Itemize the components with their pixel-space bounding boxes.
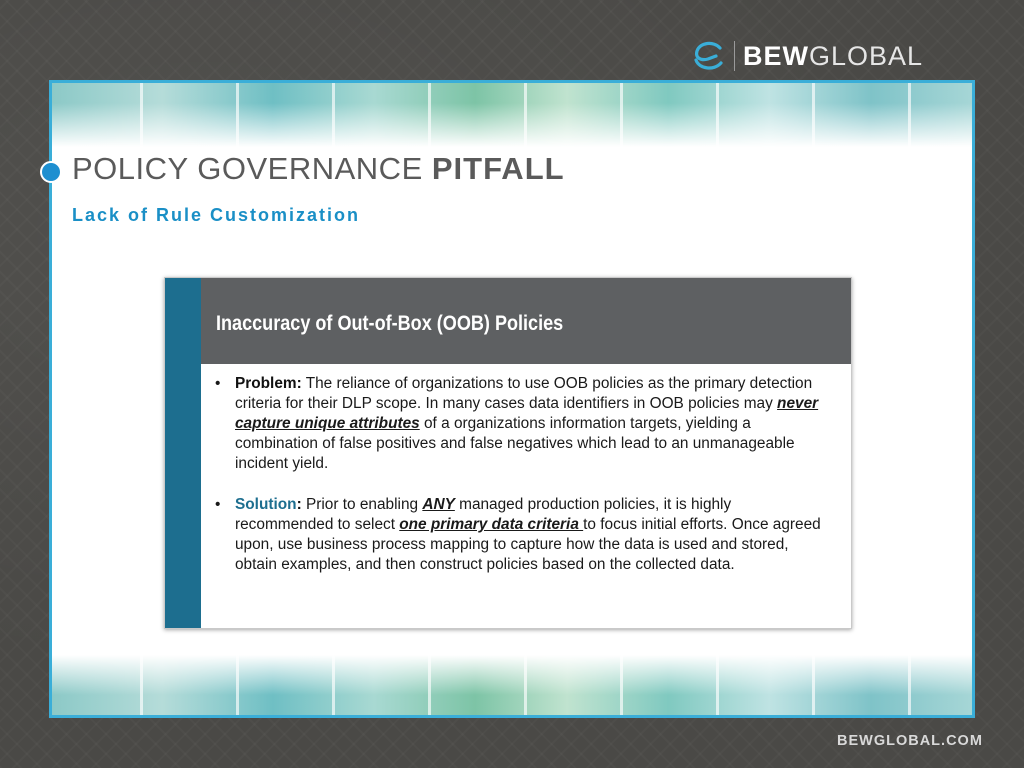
solution-text-2: managed production policies, it is highly recommended to select: [235, 496, 732, 533]
logo-wordmark-bold: BEW: [743, 40, 809, 71]
decorative-band-top: [52, 83, 972, 147]
problem-emphasis: never capture unique attributes: [235, 395, 819, 432]
slide-title: [72, 151, 565, 187]
slide-subtitle: Lack of Rule Customization: [72, 205, 361, 225]
slide-title-bold: PITFALL: [431, 151, 565, 186]
logo-divider: [734, 41, 735, 71]
decorative-band-bottom: [52, 655, 972, 715]
swirl-e-logo-icon: [692, 39, 726, 73]
bullet-item-solution: [215, 495, 829, 575]
problem-text-2: of a organizations information targets, yielding a combination of false positives and false negatives which lead to an unmanageable incident yield.: [235, 415, 795, 472]
solution-emphasis-criteria: one primary data criteria: [399, 516, 584, 533]
solution-text-3: to focus initial efforts. Once agreed upon, use business process mapping to capture how the data is used and stored, obtain examples, and then construct policies based on the collected data.: [235, 516, 821, 573]
card-accent-stripe: [165, 278, 201, 628]
bewglobal-logo: [692, 38, 923, 74]
solution-label: Solution: [235, 496, 297, 513]
content-card: [164, 277, 852, 629]
problem-label: Problem:: [235, 375, 302, 392]
logo-wordmark-light: GLOBAL: [809, 40, 924, 71]
solution-colon: :: [296, 496, 302, 513]
card-body: [215, 374, 829, 575]
solution-text-1: Prior to enabling: [301, 496, 423, 513]
footer-url: BEWGLOBAL.COM: [837, 733, 983, 749]
card-title: Inaccuracy of Out-of-Box (OOB) Policies: [216, 312, 564, 335]
bullet-glyph: •: [215, 375, 221, 392]
bullet-item-problem: [215, 374, 829, 474]
solution-emphasis-any: ANY: [422, 496, 455, 513]
problem-text-1: The reliance of organizations to use OOB policies as the primary detection criteria for their DLP scope. In many cases data identifiers in OOB policies may: [235, 375, 813, 412]
logo-wordmark: [743, 41, 923, 72]
circle-bullet-icon: [40, 161, 62, 183]
bullet-glyph: •: [215, 496, 221, 513]
card-header: [201, 278, 851, 364]
slide-title-regular: POLICY GOVERNANCE: [72, 151, 432, 186]
